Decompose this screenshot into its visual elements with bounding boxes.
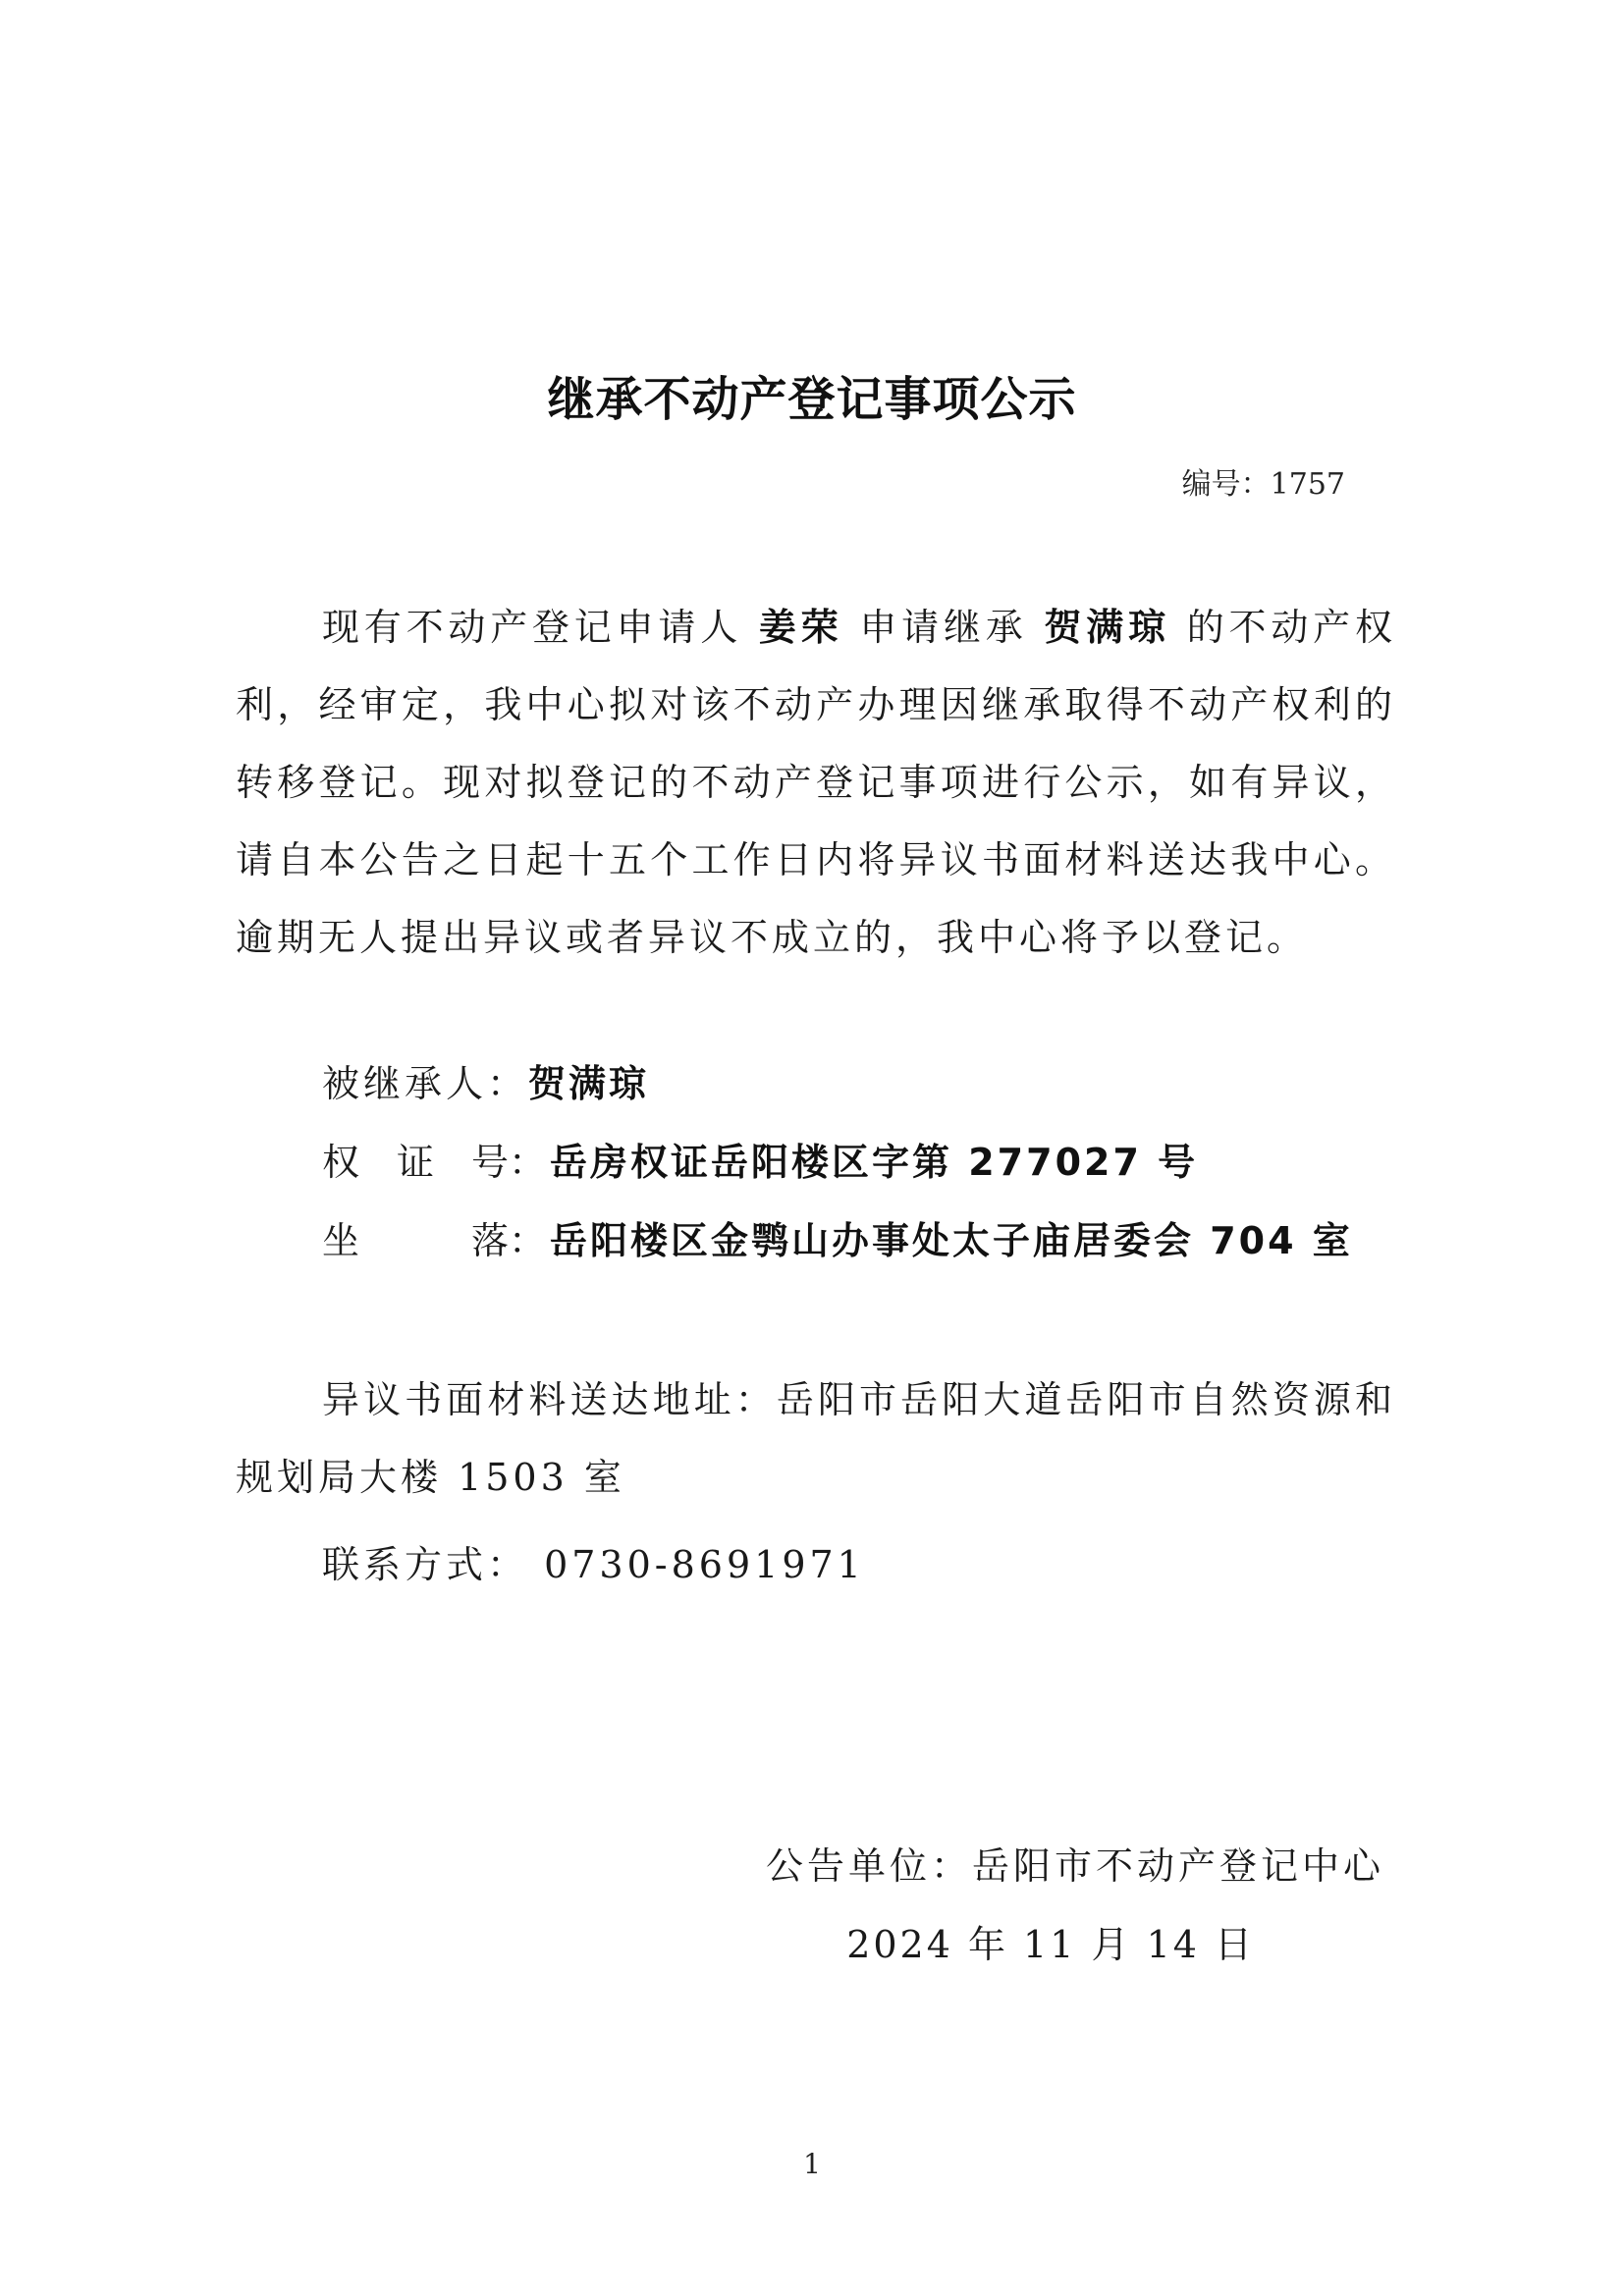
objection-address: 异议书面材料送达地址：岳阳市岳阳大道岳阳市自然资源和规划局大楼 1503 室 [236, 1378, 1396, 1499]
certificate-colon: ： [509, 1141, 551, 1184]
notice-text-main: 的不动产权利，经审定，我中心拟对该不动产办理因继承取得不动产权利的转移登记。现对拟登记的不动产登记事项进行公示，如有异议，请自本公告之日起十五个工作日内将异议书面材料送达我中心。逾期无人提出异议或者异议不成立的，我中心将予以登记。 [236, 606, 1396, 959]
issue-date: 2024 年 11 月 14 日 [846, 1923, 1255, 1966]
decedent-name-inline: 贺满琼 [1044, 606, 1170, 649]
certificate-value: 岳房权证岳阳楼区字第 277027 号 [550, 1141, 1199, 1184]
notice-text-intro: 现有不动产登记申请人 [322, 606, 759, 649]
decedent-label: 被继承人： [322, 1062, 529, 1105]
notice-paragraph [236, 589, 1396, 977]
decedent-value: 贺满琼 [528, 1062, 650, 1105]
contact-info: 联系方式： 0730-8691971 [322, 1543, 865, 1586]
issuing-unit: 公告单位：岳阳市不动产登记中心 [765, 1844, 1384, 1888]
location-label: 坐 落 [322, 1219, 509, 1262]
document-title: 继承不动产登记事项公示 [547, 372, 1077, 427]
decedent-field [322, 1053, 649, 1107]
location-value: 岳阳楼区金鹗山办事处太子庙居委会 704 室 [550, 1219, 1353, 1262]
notice-text-middle: 申请继承 [842, 606, 1045, 649]
certificate-label: 权 证 号 [322, 1141, 509, 1184]
page-number: 1 [803, 2148, 821, 2180]
applicant-name: 姜荣 [758, 606, 843, 649]
certificate-field [322, 1132, 1198, 1186]
location-field [322, 1210, 1353, 1264]
location-colon: ： [509, 1219, 551, 1262]
document-number: 编号：1757 [1181, 467, 1345, 502]
